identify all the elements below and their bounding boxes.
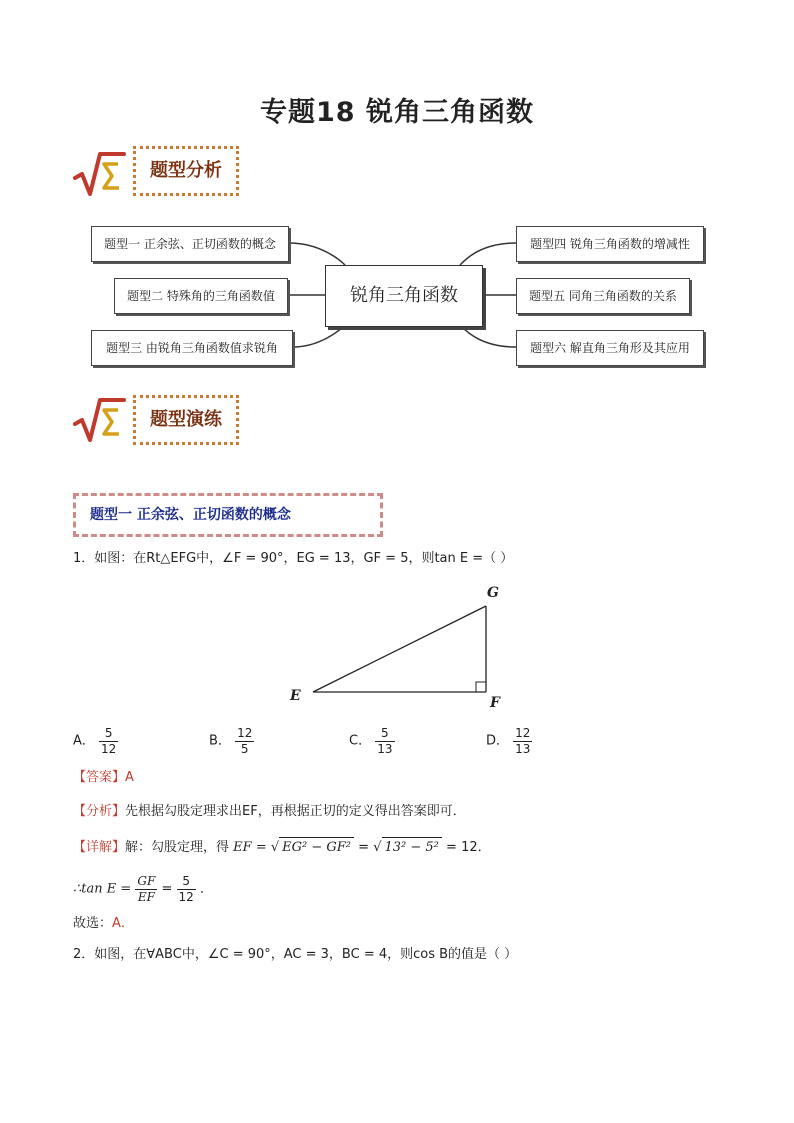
vertex-label-f: F xyxy=(490,695,500,711)
option-b-fraction: $\frac{12}{5}$ xyxy=(237,726,253,756)
mindmap-node-type5: 题型五 同角三角函数的关系 xyxy=(516,278,690,314)
answer-line: 【答案】A xyxy=(73,770,134,785)
section-heading-practice: 题型演练 xyxy=(133,395,239,445)
triangle-figure xyxy=(280,580,520,715)
page-title: 专题18 锐角三角函数 xyxy=(260,97,534,128)
option-d[interactable]: D． $\frac{12}{13}$ xyxy=(486,726,531,756)
choice-line: 故选：A． xyxy=(73,916,134,931)
mindmap-node-type3: 题型三 由锐角三角函数值求锐角 xyxy=(91,330,293,366)
option-c[interactable]: C． $\frac{5}{13}$ xyxy=(349,726,393,756)
answer-value: A xyxy=(125,770,134,785)
question-1-stem: 1．如图：在Rt△EFG中，∠F = 90°，EG = 13，GF = 5，则tan E =（ ） xyxy=(73,551,514,566)
radical-1: EG² − GF² xyxy=(279,837,354,858)
sqrt-sigma-icon xyxy=(72,148,126,202)
vertex-label-e: E xyxy=(290,688,301,704)
mindmap-node-type6: 题型六 解直角三角形及其应用 xyxy=(516,330,704,366)
option-a[interactable]: A． $\frac{5}{12}$ xyxy=(73,726,117,756)
type-heading: 题型一 正余弦、正切函数的概念 xyxy=(73,493,383,537)
vertex-label-g: G xyxy=(487,585,499,601)
tan-fraction-1: $\frac{GF}{EF}$ xyxy=(137,874,156,904)
question-2-stem: 2．如图，在∀ABC中，∠C = 90°，AC = 3，BC = 4，则cos B的值是（ ） xyxy=(73,947,518,962)
mindmap-center-node: 锐角三角函数 xyxy=(325,265,483,327)
radical-2: 13² − 5² xyxy=(382,837,442,858)
option-a-fraction: $\frac{5}{12}$ xyxy=(101,726,117,756)
mindmap-node-type2: 题型二 特殊角的三角函数值 xyxy=(114,278,288,314)
option-b[interactable]: B． $\frac{12}{5}$ xyxy=(209,726,253,756)
mindmap-node-type4: 题型四 锐角三角函数的增减性 xyxy=(516,226,704,262)
detail-line: 【详解】解：勾股定理，得 EF = √ EG² − GF² = √ 13² − 5² = 12． xyxy=(73,837,491,858)
mindmap-node-type1: 题型一 正余弦、正切函数的概念 xyxy=(91,226,289,262)
tan-fraction-2: $\frac{5}{12}$ xyxy=(178,874,194,904)
tan-result-line: ∴tan E = $\frac{GF}{EF}$ = $\frac{5}{12}$ ． xyxy=(73,874,213,904)
section-heading-analysis: 题型分析 xyxy=(133,146,239,196)
sqrt-sigma-icon xyxy=(72,394,126,448)
option-c-fraction: $\frac{5}{13}$ xyxy=(377,726,393,756)
analysis-line: 【分析】先根据勾股定理求出EF，再根据正切的定义得出答案即可． xyxy=(73,804,466,819)
option-d-fraction: $\frac{12}{13}$ xyxy=(515,726,531,756)
